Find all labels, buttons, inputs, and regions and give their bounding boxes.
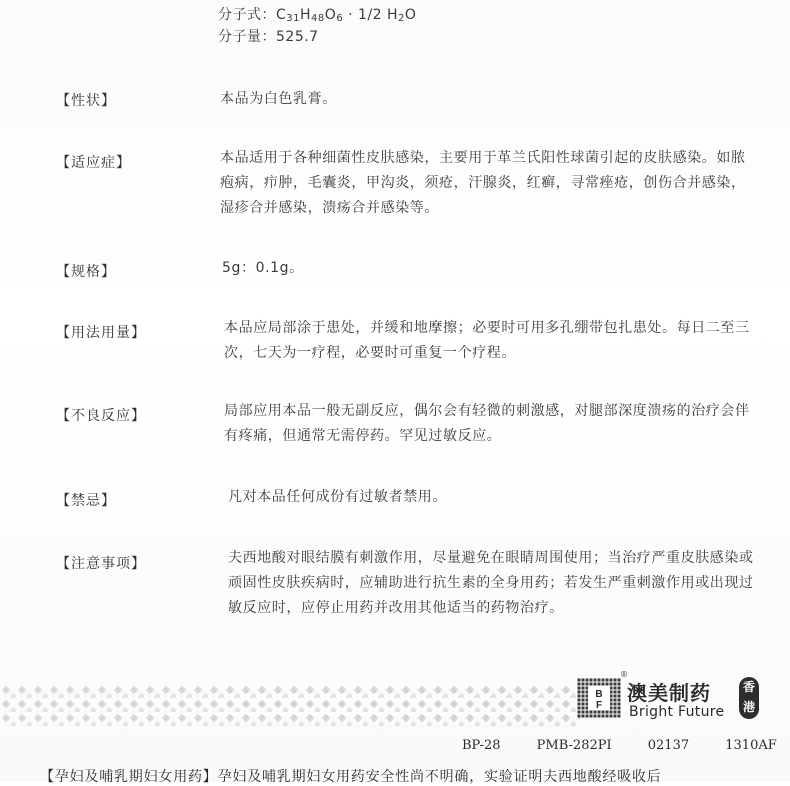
code-pmb: PMB-282PI — [536, 738, 612, 753]
code-version: 1310AF — [725, 738, 777, 753]
pregnancy-section-text: 【孕妇及哺乳期妇女用药】孕妇及哺乳期妇女用药安全性尚不明确，实验证明夫西地酸经吸收后 — [40, 769, 662, 785]
bright-future-logo-icon — [577, 678, 621, 718]
formula-sub-o: 6 — [336, 13, 344, 24]
section-label-precautions: 【注意事项】 — [56, 556, 146, 572]
section-text-specification: 5g：0.1g。 — [222, 260, 304, 276]
formula-sub-c: 31 — [286, 13, 301, 24]
molecular-weight: 分子量：525.7 — [218, 29, 319, 45]
svg-text:F: F — [595, 700, 603, 711]
code-bp: BP-28 — [462, 738, 501, 753]
hk-badge-bottom: 港 — [742, 700, 755, 714]
formula-c: C — [276, 7, 287, 23]
formula-sub-h: 48 — [311, 13, 325, 24]
company-name-english: Bright Future — [629, 704, 725, 720]
company-name-chinese: 澳美制药 — [627, 681, 711, 705]
section-label-contraindications: 【禁忌】 — [56, 493, 116, 509]
section-text-precautions: 夫西地酸对眼结膜有刺激作用，尽量避免在眼睛周围使用；当治疗严重皮肤感染或顽固性皮肤疾病时，应辅助进行抗生素的全身用药；若发生严重刺激作用或出现过敏反应时，应停止用药并改用其他适当的药物治疗。 — [228, 550, 754, 616]
formula-label: 分子式： — [218, 7, 276, 23]
formula-sub-water: 2 — [398, 13, 405, 24]
section-text-adverse-reactions: 局部应用本品一般无副反应，偶尔会有轻微的刺激感，对腿部深度溃疡的治疗会伴有疼痛，但通常无需停药。罕见过敏反应。 — [224, 403, 750, 444]
print-codes — [462, 738, 790, 753]
section-label-specification: 【规格】 — [56, 264, 116, 280]
code-batch: 02137 — [647, 738, 690, 753]
section-text-contraindications: 凡对本品任何成份有过敏者禁用。 — [228, 489, 447, 505]
formula-o: O — [324, 7, 337, 23]
section-label-indications: 【适应症】 — [56, 155, 131, 171]
registered-mark: ® — [620, 670, 628, 679]
decorative-dot-band — [0, 684, 580, 726]
molecular-formula — [218, 4, 416, 24]
formula-tail: · 1/2 H — [343, 7, 399, 23]
svg-text:B: B — [595, 689, 603, 700]
section-label-adverse-reactions: 【不良反应】 — [56, 408, 146, 424]
formula-h: H — [300, 7, 312, 23]
section-label-appearance: 【性状】 — [56, 93, 116, 109]
formula-end: O — [404, 7, 417, 23]
section-text-appearance: 本品为白色乳膏。 — [220, 91, 337, 107]
hk-badge-top: 香 — [742, 680, 755, 694]
hong-kong-badge — [739, 677, 759, 719]
section-text-dosage: 本品应局部涂于患处，并缓和地摩擦；必要时可用多孔绷带包扎患处。每日二至三次，七天为一疗程，必要时可重复一个疗程。 — [224, 320, 750, 361]
section-text-indications: 本品适用于各种细菌性皮肤感染，主要用于革兰氏阳性球菌引起的皮肤感染。如脓疱病，疖肿，毛囊炎，甲沟炎，须疮，汗腺炎，红癣，寻常痤疮，创伤合并感染，湿疹合并感染，溃疡合并感染等。 — [220, 150, 746, 216]
section-label-dosage: 【用法用量】 — [56, 325, 146, 341]
